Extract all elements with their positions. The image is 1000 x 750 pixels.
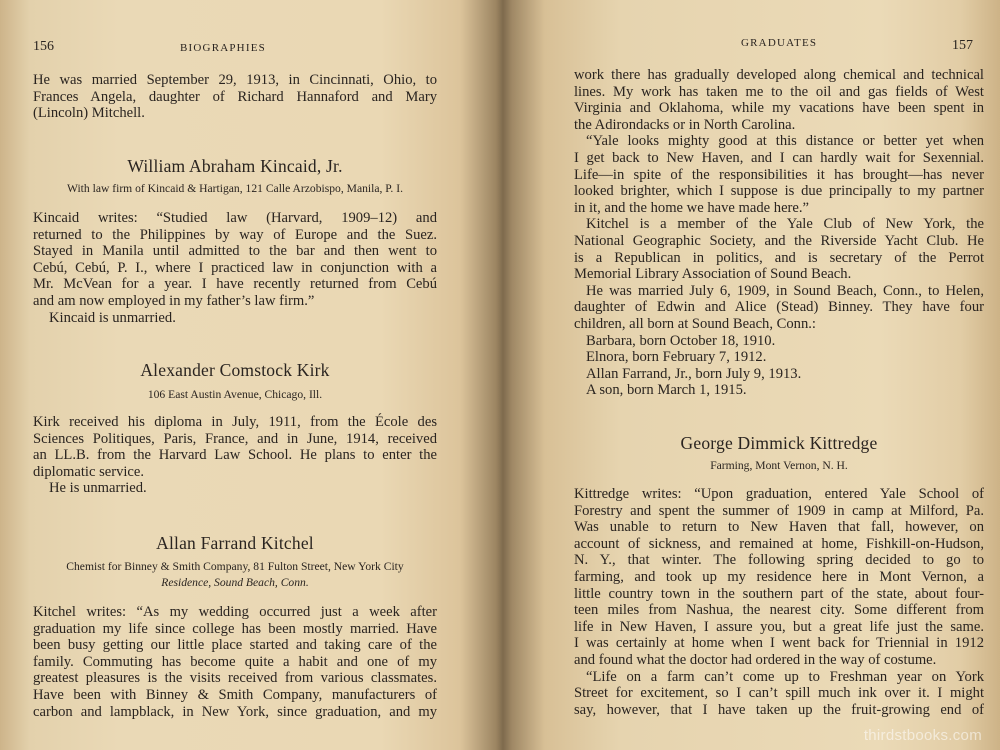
text-line: Memorial Library Association of Sound Beach. [574,266,852,283]
watermark: thirdstbooks.com [863,727,982,744]
text-line: I was certainly at home when I went back for Triennial in 1912 [574,635,984,652]
text-line: A son, born March 1, 1915. [586,382,747,399]
text-line: Kirk received his diploma in July, 1911, from the École des [33,414,437,430]
text-line: Street for excitement, so I can’t spill much ink over it. I might [574,685,984,702]
text-line: Mr. McVean for a year. I have recently returned from Cebú [33,276,437,293]
entry-name-kitchel: Allan Farrand Kitchel [156,533,314,553]
text-line: Have been with Binney & Smith Company, manufacturers of [33,686,437,703]
entry-sub-kincaid: With law firm of Kincaid & Hartigan, 121 Calle Arzobispo, Manila, P. I. [66,182,403,195]
entry-name-kittredge: George Dimmick Kittredge [680,433,878,453]
text-line: Frances Angela, daughter of Richard Hannaford and Mary [33,88,437,105]
text-line: “Yale looks mighty good at this distance or better yet when [586,133,984,150]
text-line: an LL.B. from the Harvard Law School. He plans to enter the [33,447,437,464]
text-line: Elnora, born February 7, 1912. [586,349,767,366]
text-line: diplomatic service. [33,463,145,480]
text-line: lines. My work has taken me to the oil and gas fields of West [574,83,984,100]
entry-name-kincaid: William Abraham Kincaid, Jr. [127,156,343,176]
text-line: Forestry and spent the summer of 1909 in camp at Milford, Pa. [574,502,984,519]
text-line: “Life on a farm can’t come up to Freshman year on York [586,668,984,685]
text-line: Kittredge writes: “Upon graduation, entered Yale School of [574,486,984,502]
text-line: the Adirondacks or in North Carolina. [574,116,796,133]
text-line: is a Republican in politics, and is secretary of the Perrot [574,249,984,266]
page-number-right: 157 [952,38,973,53]
text-line: National Geographic Society, and the Riverside Yacht Club. He [574,232,984,249]
text-line: Kitchel is a member of the Yale Club of New York, the [586,216,984,233]
text-line: He was married September 29, 1913, in Cincinnati, Ohio, to [33,72,437,88]
text-line: daughter of Edwin and Alice (Stead) Binney. They have four [574,299,984,316]
text-line: say, however, that I have taken up the fruit-growing end of [574,701,984,718]
text-line: Life—in spite of the responsibilities it has brought—has never [574,166,984,183]
entry-body-kittredge [574,486,984,718]
page-number-left: 156 [33,39,54,54]
entry-name-kirk: Alexander Comstock Kirk [140,360,330,380]
text-line: farming, and took up my residence here in Mont Vernon, a [574,568,984,585]
text-line: returned to the Philippines by way of Europe and the Suez. [33,226,437,243]
text-line: (Lincoln) Mitchell. [33,105,145,122]
text-line: been busy getting our little place started and taking care of the [33,637,437,654]
text-line: Sciences Politiques, Paris, France, and in June, 1914, received [33,430,437,447]
text-line: Barbara, born October 18, 1910. [586,332,776,349]
text-line: account of sickness, and remained at home, Fishkill-on-Hudson, [574,535,984,552]
text-line: graduation my life since college has been mostly married. Have [33,620,437,637]
text-line: carbon and lampblack, in New York, since graduation, and my [33,703,437,720]
entry-residence-kitchel: Residence, Sound Beach, Conn. [161,576,309,589]
text-line: Stayed in Manila until admitted to the bar and then went to [33,243,437,260]
text-line: little country town in the southern part of the state, about four- [574,585,984,602]
text-line: and am now employed in my father’s law firm.” [33,292,315,309]
text-line: Kincaid writes: “Studied law (Harvard, 1909–12) and [33,210,437,226]
text-line: life in New Haven, I assure you, but a great life just the same. [574,618,984,635]
right-page [505,0,1000,750]
entry-body-kincaid [33,210,437,326]
entry-body-kitchel [33,604,437,720]
text-line: children, all born at Sound Beach, Conn.: [574,315,816,332]
text-line: family. Commuting has become quite a habit and one of my [33,653,437,670]
intro-paragraph [33,72,437,122]
text-line: greatest pleasures is the visits received from various classmates. [33,670,437,687]
entry-sub-kittredge: Farming, Mont Vernon, N. H. [710,459,848,472]
text-line: Was unable to return to New Haven that fall, however, on [574,519,984,536]
text-line: I get back to New Haven, and I can hardly wait for Sexennial. [574,149,984,166]
text-line: work there has gradually developed along chemical and technical [574,67,984,83]
entry-sub-kitchel: Chemist for Binney & Smith Company, 81 Fulton Street, New York City [66,560,404,573]
text-line: Virginia and Oklahoma, while my vacations have been spent in [574,100,984,117]
entry-sub-kirk: 106 East Austin Avenue, Chicago, Ill. [147,388,323,401]
continued-text-kitchel [574,67,984,399]
text-line: He was married July 6, 1909, in Sound Beach, Conn., to Helen, [586,282,984,299]
text-line: in it, and the home we have made here.” [574,199,810,216]
text-line: N. Y., that winter. The following spring decided to go to [574,552,984,569]
text-line: looked brighter, which I suppose is due principally to my partner [574,183,984,200]
text-line: Kincaid is unmarried. [49,309,176,326]
text-line: and found what the doctor had ordered in the way of costume. [574,651,937,668]
text-line: Cebú, Cebú, P. I., where I practiced law in conjunction with a [33,259,437,276]
running-head-right: GRADUATES [741,37,818,49]
running-head-left: BIOGRAPHIES [180,42,266,54]
text-line: Allan Farrand, Jr., born July 9, 1913. [586,365,802,382]
entry-body-kirk [33,414,437,497]
text-line: Kitchel writes: “As my wedding occurred just a week after [33,604,437,620]
text-line: He is unmarried. [49,480,147,497]
text-line: teen miles from Nashua, the nearest city. Some different from [574,602,984,619]
